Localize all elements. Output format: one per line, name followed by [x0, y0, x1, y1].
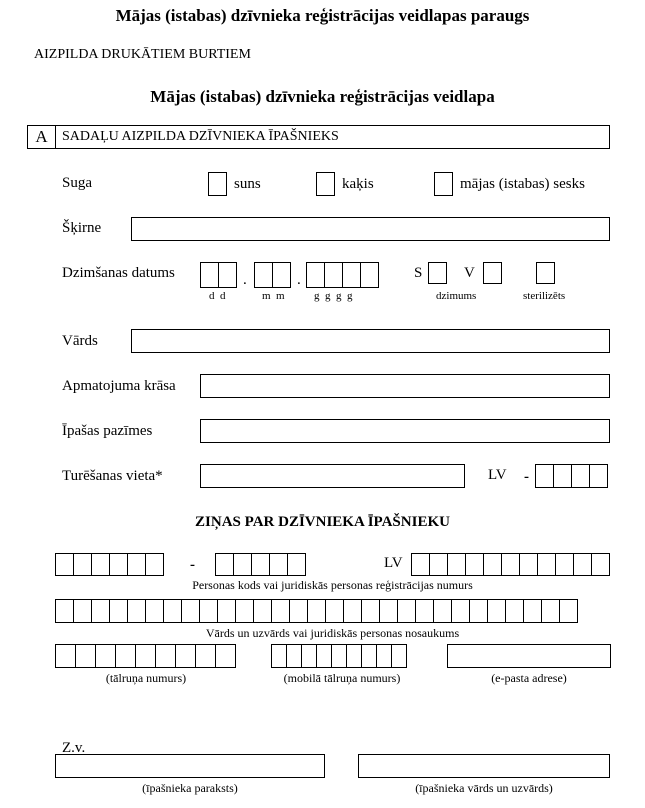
birth-date-label: Dzimšanas datums [62, 265, 175, 281]
special-marks-input[interactable] [200, 419, 610, 443]
sample-title: Mājas (istabas) dzīvnieka reģistrācijas veidlapas paraugs [115, 6, 530, 25]
email-input[interactable] [447, 644, 611, 668]
sterilized-checkbox[interactable] [536, 262, 555, 284]
personal-code-part1-cells[interactable] [55, 553, 163, 576]
sex-v-checkbox[interactable] [483, 262, 502, 284]
species-dog-checkbox[interactable] [208, 172, 227, 196]
lv-prefix: LV [488, 467, 507, 483]
fullname-caption: (īpašnieka vārds un uzvārds) [415, 781, 553, 795]
section-a-title: SADAĻU AIZPILDA DZĪVNIEKA ĪPAŠNIEKS [62, 129, 339, 144]
coat-color-label: Apmatojuma krāsa [62, 378, 176, 394]
section-letter: A [28, 126, 56, 148]
sex-s-checkbox[interactable] [428, 262, 447, 284]
year-hint: g g g g [314, 290, 353, 302]
birth-year-cells[interactable] [306, 262, 378, 288]
stamp-label: Z.v. [62, 740, 86, 756]
species-dog-label: suns [234, 176, 261, 192]
fill-note: AIZPILDA DRUKĀTIEM BURTIEM [34, 47, 251, 62]
phone-caption: (tālruņa numurs) [105, 671, 187, 685]
location-input[interactable] [200, 464, 465, 488]
day-hint: d d [209, 290, 226, 302]
phone-cells[interactable] [55, 644, 235, 668]
date-dot: . [243, 272, 247, 288]
signature-input[interactable] [55, 754, 325, 778]
species-label: Suga [62, 175, 92, 191]
dash: - [524, 469, 529, 485]
date-dot: . [297, 272, 301, 288]
name-caption: Vārds un uzvārds vai juridiskās personas nosaukums [205, 626, 460, 640]
mobile-caption: (mobilā tālruņa numurs) [283, 671, 401, 685]
pet-name-input[interactable] [131, 329, 610, 353]
sex-v-label: V [464, 265, 475, 281]
id-caption: Personas kods vai juridiskās personas reģistrācijas numurs [192, 578, 473, 592]
birth-day-cells[interactable] [200, 262, 236, 288]
personal-code-dash: - [190, 557, 195, 573]
coat-color-input[interactable] [200, 374, 610, 398]
registration-number-cells[interactable] [411, 553, 609, 576]
owner-lv-prefix: LV [384, 555, 403, 571]
birth-month-cells[interactable] [254, 262, 290, 288]
special-marks-label: Īpašas pazīmes [62, 423, 153, 439]
breed-label: Šķirne [62, 220, 102, 236]
sex-s-label: S [414, 265, 423, 281]
location-label: Turēšanas vieta* [62, 468, 163, 484]
species-cat-checkbox[interactable] [316, 172, 335, 196]
owner-name-cells[interactable] [55, 599, 577, 623]
species-cat-label: kaķis [342, 176, 374, 192]
sex-caption: dzimums [436, 290, 477, 302]
owner-section-title: ZIŅAS PAR DZĪVNIEKA ĪPAŠNIEKU [195, 514, 450, 530]
form-title: Mājas (istabas) dzīvnieka reģistrācijas veidlapa [150, 87, 495, 106]
email-caption: (e-pasta adrese) [491, 671, 567, 685]
month-hint: m m [262, 290, 285, 302]
species-ferret-checkbox[interactable] [434, 172, 453, 196]
section-a-header [27, 125, 610, 149]
signature-caption: (īpašnieka paraksts) [142, 781, 238, 795]
owner-fullname-input[interactable] [358, 754, 610, 778]
species-ferret-label: mājas (istabas) sesks [460, 176, 585, 192]
sterilized-caption: sterilizēts [523, 290, 566, 302]
pet-name-label: Vārds [62, 333, 98, 349]
mobile-cells[interactable] [271, 644, 406, 668]
breed-input[interactable] [131, 217, 610, 241]
postal-code-cells[interactable] [535, 464, 607, 488]
personal-code-part2-cells[interactable] [215, 553, 305, 576]
